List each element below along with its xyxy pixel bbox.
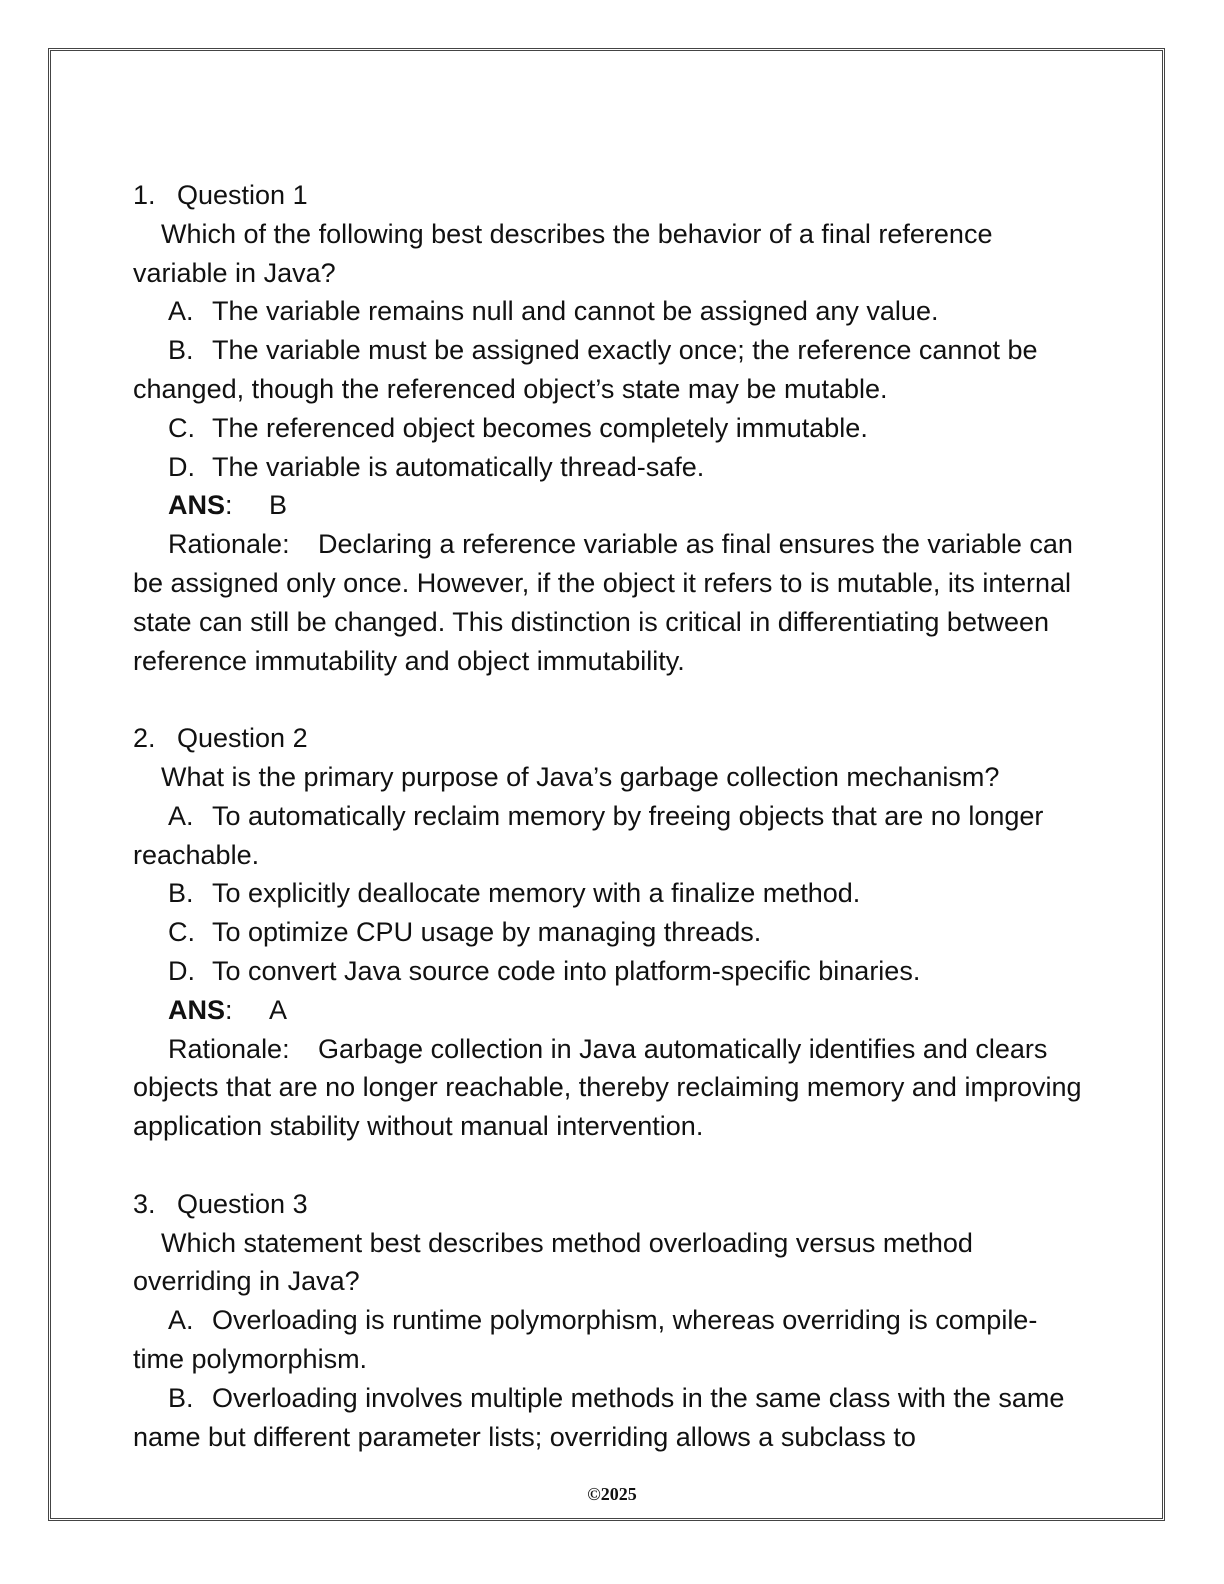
option-letter: C. [168, 917, 195, 948]
option-text: The variable remains null and cannot be assigned any value. [212, 296, 939, 327]
option-letter: A. [168, 800, 194, 831]
question-title: Question 2 [177, 723, 308, 754]
rationale-text: Declaring a reference variable as final ensures the variable can be assigned only once. However, if the object it refers to is mutable, its internal state can still be changed. This distinction is critical in differentiating between reference immutability and object immutability. [133, 529, 1073, 676]
option-letter: C. [168, 412, 195, 443]
option-d [133, 448, 1083, 487]
option-b [133, 874, 1083, 913]
option-text: Overloading is runtime polymorphism, whereas overriding is compile-time polymorphism. [133, 1305, 1038, 1374]
rationale-label: Rationale: [168, 529, 290, 560]
answer-value: B [269, 490, 288, 521]
option-text: Overloading involves multiple methods in the same class with the same name but different parameter lists; overriding allows a subclass to [133, 1382, 1065, 1452]
question-title: Question 1 [177, 180, 308, 210]
answer-colon: : [225, 994, 233, 1025]
option-letter: B. [168, 878, 194, 909]
option-b [133, 331, 1083, 409]
option-letter: B. [168, 335, 194, 366]
question-3 [133, 1185, 1083, 1457]
question-heading [133, 1185, 1083, 1224]
question-number: 3. [133, 1188, 156, 1219]
option-a [133, 797, 1083, 875]
question-title: Question 3 [177, 1188, 308, 1219]
option-text: The variable must be assigned exactly once; the reference cannot be changed, though the referenced object’s state may be mutable. [133, 335, 1038, 404]
question-heading [133, 176, 1083, 215]
rationale [133, 525, 1083, 680]
answer-label: ANS [168, 994, 226, 1025]
answer-colon: : [225, 490, 233, 521]
question-number: 1. [133, 180, 156, 210]
answer-label: ANS [168, 490, 226, 521]
option-letter: B. [168, 1382, 194, 1413]
option-c [133, 409, 1083, 448]
question-heading [133, 719, 1083, 758]
question-text: What is the primary purpose of Java’s garbage collection mechanism? [161, 761, 1000, 792]
option-b [133, 1379, 1083, 1457]
answer-value: A [269, 994, 288, 1025]
option-text: The variable is automatically thread-safe. [212, 451, 705, 482]
option-a [133, 1301, 1083, 1379]
option-d [133, 952, 1083, 991]
answer-line [133, 991, 1083, 1030]
answer-line [133, 486, 1083, 525]
option-letter: D. [168, 451, 195, 482]
option-letter: A. [168, 1305, 194, 1336]
option-text: To convert Java source code into platform-specific binaries. [212, 955, 921, 986]
option-text: To automatically reclaim memory by freeing objects that are no longer reachable. [133, 800, 1044, 870]
question-number: 2. [133, 723, 156, 754]
option-a [133, 292, 1083, 331]
question-text: Which statement best describes method overloading versus method overriding in Java? [133, 1227, 973, 1297]
option-letter: D. [168, 955, 195, 986]
rationale [133, 1030, 1083, 1146]
rationale-text: Garbage collection in Java automatically identifies and clears objects that are no longer reachable, thereby reclaiming memory and improving application stability without manual intervention. [133, 1033, 1082, 1142]
option-text: To optimize CPU usage by managing threads. [212, 917, 762, 948]
option-text: The referenced object becomes completely immutable. [212, 412, 868, 443]
question-list [133, 176, 1083, 1456]
option-letter: A. [168, 296, 194, 327]
rationale-label: Rationale: [168, 1033, 290, 1064]
question-text: Which of the following best describes the behavior of a final reference variable in Java? [133, 218, 993, 288]
question-1 [133, 176, 1083, 680]
option-c [133, 913, 1083, 952]
copyright-footer: ©2025 [587, 1484, 637, 1504]
option-text: To explicitly deallocate memory with a finalize method. [212, 878, 861, 909]
question-2 [133, 719, 1083, 1146]
